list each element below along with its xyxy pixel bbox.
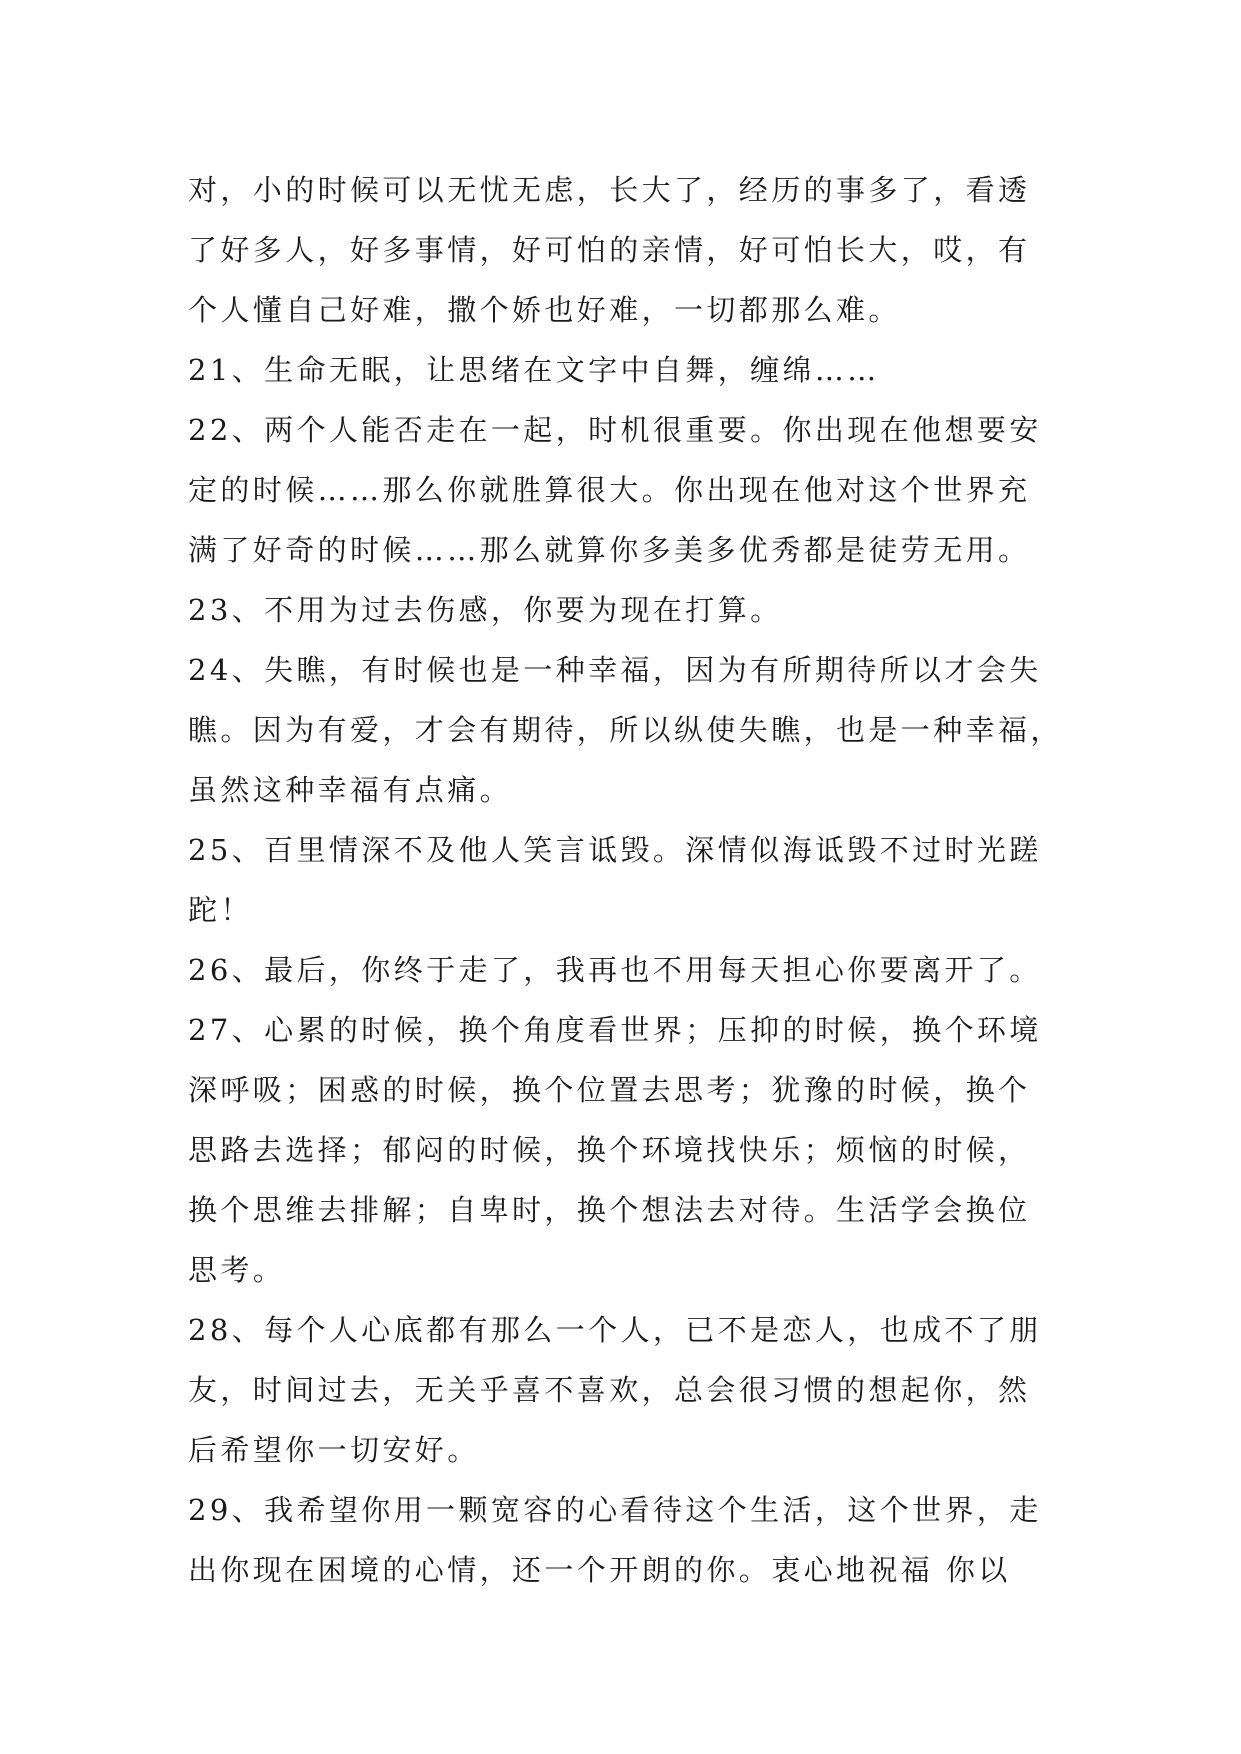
text-line: 29、我希望你用一颗宽容的心看待这个生活，这个世界，走 <box>188 1493 1042 1527</box>
text-line: 25、百里情深不及他人笑言诋毁。深情似海诋毁不过时光蹉 <box>188 833 1042 867</box>
text-line: 跎！ <box>188 893 253 927</box>
text-line: 出你现在困境的心情，还一个开朗的你。衷心地祝福 你以 <box>188 1553 1011 1587</box>
text-line: 思考。 <box>188 1253 286 1287</box>
text-line: 对，小的时候可以无忧无虑，长大了，经历的事多了，看透 <box>188 173 1031 207</box>
text-line: 思路去选择；郁闷的时候，换个环境找快乐；烦恼的时候， <box>188 1133 1031 1167</box>
text-line: 满了好奇的时候……那么就算你多美多优秀都是徒劳无用。 <box>188 533 1031 567</box>
text-line: 个人懂自己好难，撒个娇也好难，一切都那么难。 <box>188 293 901 327</box>
text-line: 换个思维去排解；自卑时，换个想法去对待。生活学会换位 <box>188 1193 1031 1227</box>
text-line: 24、失瞧，有时候也是一种幸福，因为有所期待所以才会失 <box>188 653 1042 687</box>
text-line: 23、不用为过去伤感，你要为现在打算。 <box>188 593 783 627</box>
text-line: 后希望你一切安好。 <box>188 1433 480 1467</box>
text-line: 28、每个人心底都有那么一个人，已不是恋人，也成不了朋 <box>188 1313 1042 1347</box>
text-line: 瞧。因为有爱，才会有期待，所以纵使失瞧，也是一种幸福， <box>188 713 1063 747</box>
body-text <box>188 160 1068 1600</box>
text-line: 22、两个人能否走在一起，时机很重要。你出现在他想要安 <box>188 413 1042 447</box>
text-line: 友，时间过去，无关乎喜不喜欢，总会很习惯的想起你，然 <box>188 1373 1031 1407</box>
text-line: 26、最后，你终于走了，我再也不用每天担心你要离开了。 <box>188 953 1042 987</box>
text-line: 27、心累的时候，换个角度看世界；压抑的时候，换个环境 <box>188 1013 1042 1047</box>
text-line: 虽然这种幸福有点痛。 <box>188 773 513 807</box>
text-line: 深呼吸；困惑的时候，换个位置去思考；犹豫的时候，换个 <box>188 1073 1031 1107</box>
text-line: 了好多人，好多事情，好可怕的亲情，好可怕长大，哎，有 <box>188 233 1031 267</box>
text-line: 21、生命无眠，让思绪在文字中自舞，缠绵…… <box>188 353 880 387</box>
text-line: 定的时候……那么你就胜算很大。你出现在他对这个世界充 <box>188 473 1031 507</box>
